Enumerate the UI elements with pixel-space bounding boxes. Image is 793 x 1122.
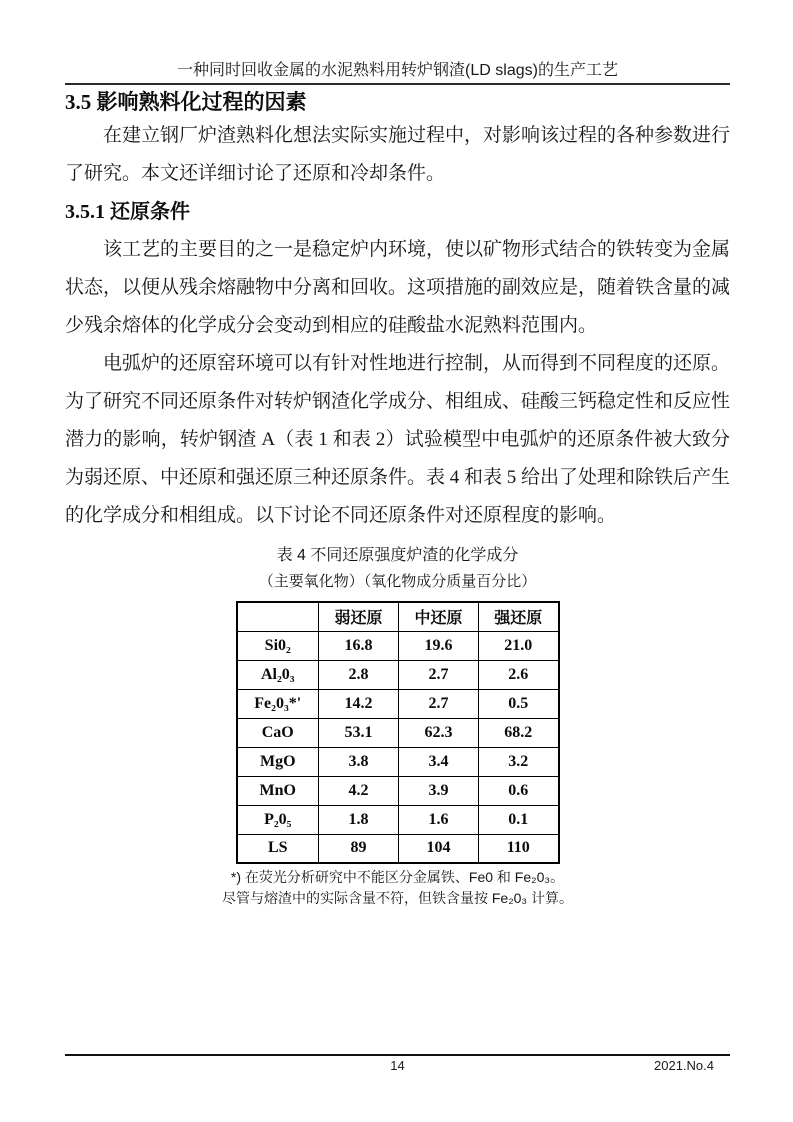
table-row-label: Al₂0₃ [237, 660, 319, 689]
table-cell: 62.3 [399, 718, 479, 747]
table-cell: 2.6 [479, 660, 559, 689]
table-row [237, 747, 559, 776]
table-row [237, 689, 559, 718]
issue-number: 2021.No.4 [654, 1058, 714, 1073]
table-cell: 89 [319, 834, 399, 863]
table-row-label: P₂0₅ [237, 805, 319, 834]
table-cell: 53.1 [319, 718, 399, 747]
table-cell: 1.6 [399, 805, 479, 834]
table-cell: 2.7 [399, 660, 479, 689]
table-row-label: MgO [237, 747, 319, 776]
table-cell: 16.8 [319, 631, 399, 660]
table-row-label: MnO [237, 776, 319, 805]
section-intro-paragraph: 在建立钢厂炉渣熟料化想法实际实施过程中，对影响该过程的各种参数进行了研究。本文还详细讨论了还原和冷却条件。 [65, 125, 731, 184]
page-footer [65, 1054, 730, 1076]
subsection-paragraph-1: 该工艺的主要目的之一是稳定炉内环境，使以矿物形式结合的铁转变为金属状态，以便从残余熔融物中分离和回收。这项措施的副效应是，随着铁含量的减少残余熔体的化学成分会变动到相应的硅酸盐水泥熟料范围内。 [65, 239, 731, 336]
table-cell: 0.5 [479, 689, 559, 718]
table-corner-cell [237, 602, 319, 631]
table-row [237, 631, 559, 660]
table-row [237, 834, 559, 863]
table-cell: 104 [399, 834, 479, 863]
table-cell: 0.6 [479, 776, 559, 805]
table-cell: 110 [479, 834, 559, 863]
chemical-composition-table [236, 601, 560, 864]
table-cell: 3.4 [399, 747, 479, 776]
table-row-label: Si0₂ [237, 631, 319, 660]
table-cell: 68.2 [479, 718, 559, 747]
table-cell: 3.8 [319, 747, 399, 776]
table-footnote-1: *) 在荧光分析研究中不能区分金属铁、Fe0 和 Fe₂0₃。 [230, 869, 565, 885]
subsection-heading: 3.5.1 还原条件 [65, 201, 190, 223]
table-row [237, 718, 559, 747]
table-cell: 4.2 [319, 776, 399, 805]
page-number: 14 [390, 1058, 405, 1073]
table-cell: 2.8 [319, 660, 399, 689]
table-column-header: 中还原 [399, 602, 479, 631]
table-cell: 0.1 [479, 805, 559, 834]
table-row-label: CaO [237, 718, 319, 747]
subsection-paragraph-2: 电弧炉的还原窑环境可以有针对性地进行控制，从而得到不同程度的还原。为了研究不同还原条件对转炉钢渣化学成分、相组成、硅酸三钙稳定性和反应性潜力的影响，转炉钢渣 A（表 1 和表 2）试验模型中电弧炉的还原条件被大致分为弱还原、中还原和强还原三种还原条件。表 4 和表 5 给出了处理和除铁后产生的化学成分和相组成。以下讨论不同还原条件对还原程度的影响。 [65, 353, 731, 526]
table-cell: 19.6 [399, 631, 479, 660]
running-header-title: 一种同时回收金属的水泥熟料用转炉钢渣(LD slags)的生产工艺 [177, 62, 618, 79]
table-row [237, 660, 559, 689]
table-cell: 1.8 [319, 805, 399, 834]
table-footnote-2: 尽管与熔渣中的实际含量不符，但铁含量按 Fe₂0₃ 计算。 [221, 890, 574, 906]
table-cell: 3.9 [399, 776, 479, 805]
table-subcaption: （主要氧化物）（氧化物成分质量百分比） [258, 573, 537, 590]
table-cell: 14.2 [319, 689, 399, 718]
table-cell: 2.7 [399, 689, 479, 718]
table-cell: 3.2 [479, 747, 559, 776]
table-body [237, 631, 559, 863]
section-heading: 3.5 影响熟料化过程的因素 [65, 90, 307, 114]
table-caption: 表 4 不同还原强度炉渣的化学成分 [276, 547, 519, 564]
table-header-row [237, 602, 559, 631]
table-row-label: Fe₂0₃*' [237, 689, 319, 718]
table-row-label: LS [237, 834, 319, 863]
table-row [237, 805, 559, 834]
table-cell: 21.0 [479, 631, 559, 660]
table-column-header: 弱还原 [319, 602, 399, 631]
table-column-header: 强还原 [479, 602, 559, 631]
table-row [237, 776, 559, 805]
